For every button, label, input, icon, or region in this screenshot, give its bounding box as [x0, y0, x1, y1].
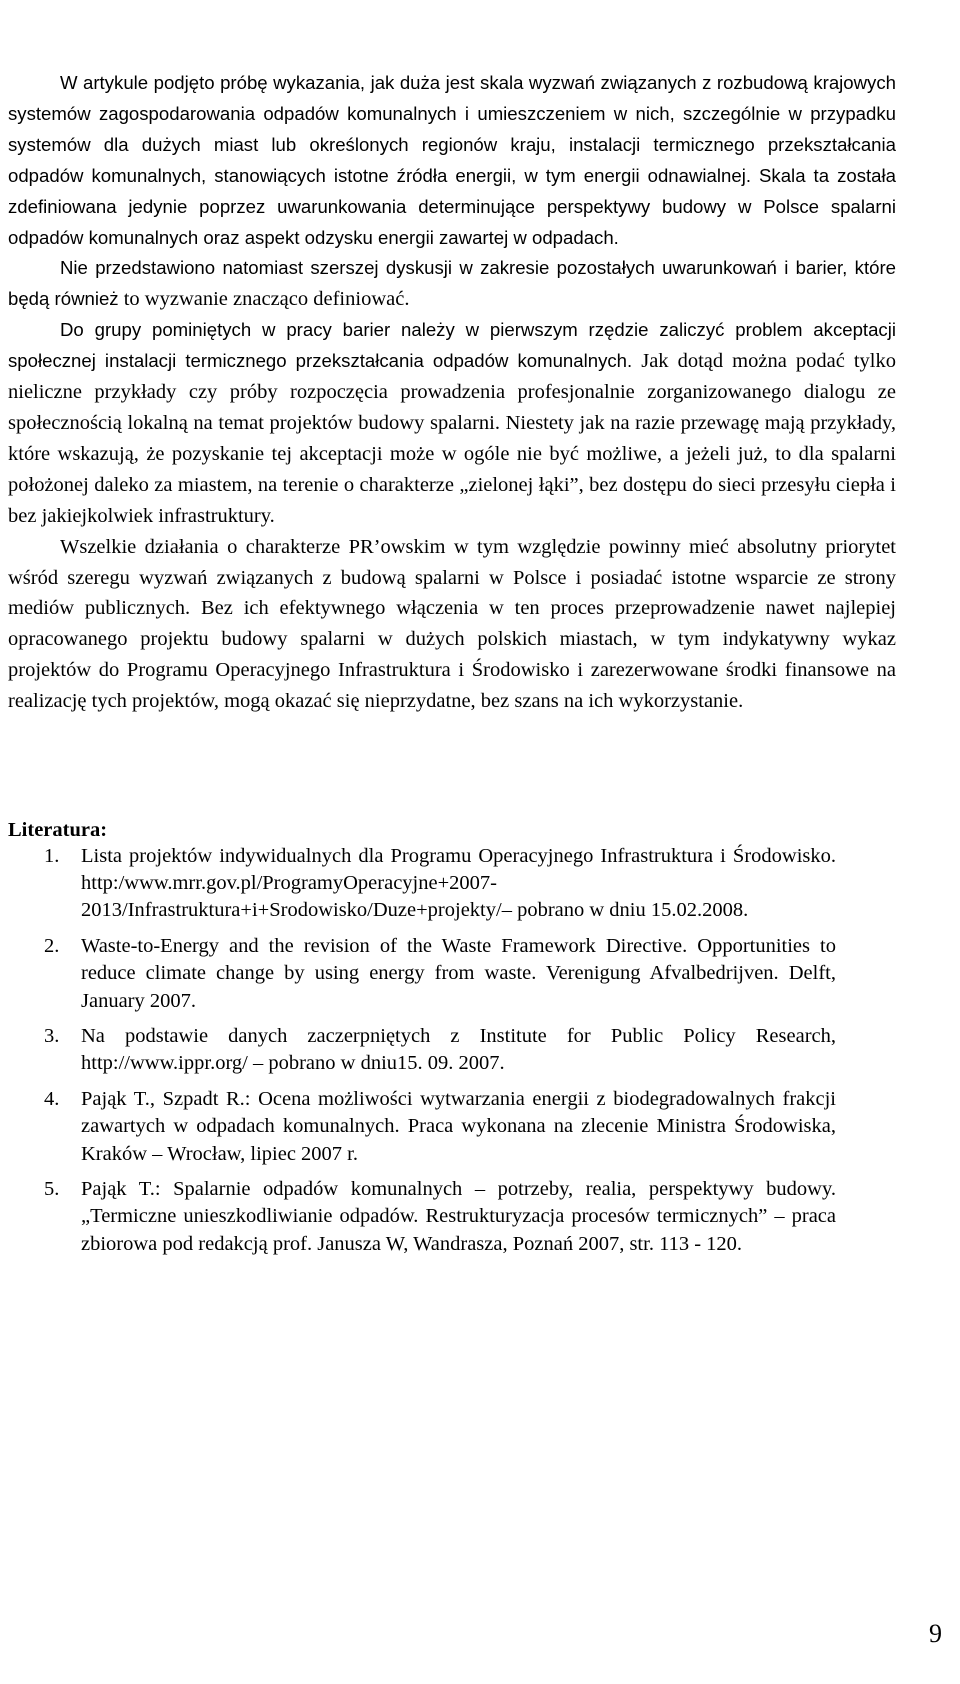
reference-number: 2. [44, 935, 60, 958]
paragraph-other-barriers-text-end: to wyzwanie znacząco definiować. [118, 288, 410, 311]
paragraph-pr-activities [8, 532, 896, 717]
reference-text: Na podstawie danych zaczerpniętych z Institute for Public Policy Research, http://www.ippr.org/ – pobrano w dniu15. 09. 2007. [81, 1025, 836, 1075]
paragraph-pr-activities-text: Wszelkie działania o charakterze PR’owskim w tym względzie powinny mieć absolutny priorytet wśród szeregu wyzwań związanych z budową spalarni w Polsce i posiadać istotne wsparcie ze strony mediów publicznych. Bez ich efektywnego włączenia w ten proces przeprowadzenie nawet najlepiej opracowanego projektu budowy spalarni w dużych polskich miastach, w tym indykatywny wykaz projektów do Programu Operacyjnego Infrastruktura i Środowisko i zarezerwowane środki finansowe na realizację tych projektów, mogą okazać się nieprzydatne, bez szans na ich wykorzystanie. [8, 535, 896, 713]
reference-text: Lista projektów indywidualnych dla Programu Operacyjnego Infrastruktura i Środowisko. http:/www.mrr.gov.pl/ProgramyOperacyjne+2007-2013/Infrastruktura+i+Srodowisko/Duze+projekty/– pobrano w dniu 15.02.2008. [81, 845, 836, 922]
reference-list [44, 843, 836, 1266]
paragraph-summary-text: W artykule podjęto próbę wykazania, jak duża jest skala wyzwań związanych z rozbudową krajowych systemów zagospodarowania odpadów komunalnych i umieszczeniem w nich, szczególnie w przypadku systemów dla dużych miast lub określonych regionów kraju, instalacji termicznego przekształcania odpadów komunalnych, stanowiących istotne źródła energii, w tym energii odnawialnej. Skala ta została zdefiniowana jedynie poprzez uwarunkowania determinujące perspektywy budowy w Polsce spalarni odpadów komunalnych oraz aspekt odzysku energii zawartej w odpadach. [8, 72, 896, 248]
reference-text: Pająk T., Szpadt R.: Ocena możliwości wytwarzania energii z biodegradowalnych frakcji zawartych w odpadach komunalnych. Praca wykonana na zlecenie Ministra Środowiska, Kraków – Wrocław, lipiec 2007 r. [81, 1088, 836, 1165]
reference-item [44, 1023, 836, 1077]
body-text [8, 68, 896, 717]
paragraph-social-acceptance [8, 315, 896, 531]
reference-item [44, 1086, 836, 1168]
page-number: 9 [929, 1619, 942, 1648]
reference-number: 4. [44, 1088, 60, 1111]
reference-number: 3. [44, 1025, 60, 1048]
literature-heading: Literatura: [8, 819, 108, 841]
paragraph-social-acceptance-text: Do grupy pominiętych w pracy barier należy w pierwszym rzędzie zaliczyć problem akceptacji społecznej instalacji termicznego przekształcania odpadów komunalnych. [8, 319, 896, 372]
reference-item [44, 1176, 836, 1258]
reference-item [44, 843, 836, 925]
reference-item [44, 933, 836, 1015]
paragraph-other-barriers-text: Nie przedstawiono natomiast szerszej dyskusji w zakresie pozostałych uwarunkowań i barier, które będą również [8, 257, 896, 310]
reference-text: Waste-to-Energy and the revision of the Waste Framework Directive. Opportunities to reduce climate change by using energy from waste. Verenigung Afvalbedrijven. Delft, January 2007. [81, 935, 836, 1012]
paragraph-social-acceptance-text-end: Jak dotąd można podać tylko nieliczne przykłady czy próby rozpoczęcia prowadzenia profesjonalnie zorganizowanego dialogu ze społecznością lokalną na temat projektów budowy spalarni. Niestety jak na razie przewagę mają przykłady, które wskazują, że pozyskanie tej akceptacji może w ogóle nie być możliwe, a jeżeli już, to dla spalarni położonej daleko za miastem, na terenie o charakterze „zielonej łąki”, bez dostępu do sieci przesyłu ciepła i bez jakiejkolwiek infrastruktury. [8, 350, 896, 527]
paragraph-summary [8, 68, 896, 253]
reference-number: 1. [44, 845, 60, 867]
paragraph-other-barriers [8, 253, 896, 315]
reference-text: Pająk T.: Spalarnie odpadów komunalnych – potrzeby, realia, perspektywy budowy. „Termiczne unieszkodliwianie odpadów. Restrukturyzacja procesów termicznych” – praca zbiorowa pod redakcją prof. Janusza W, Wandrasza, Poznań 2007, str. 113 - 120. [81, 1178, 836, 1255]
reference-number: 5. [44, 1178, 60, 1201]
